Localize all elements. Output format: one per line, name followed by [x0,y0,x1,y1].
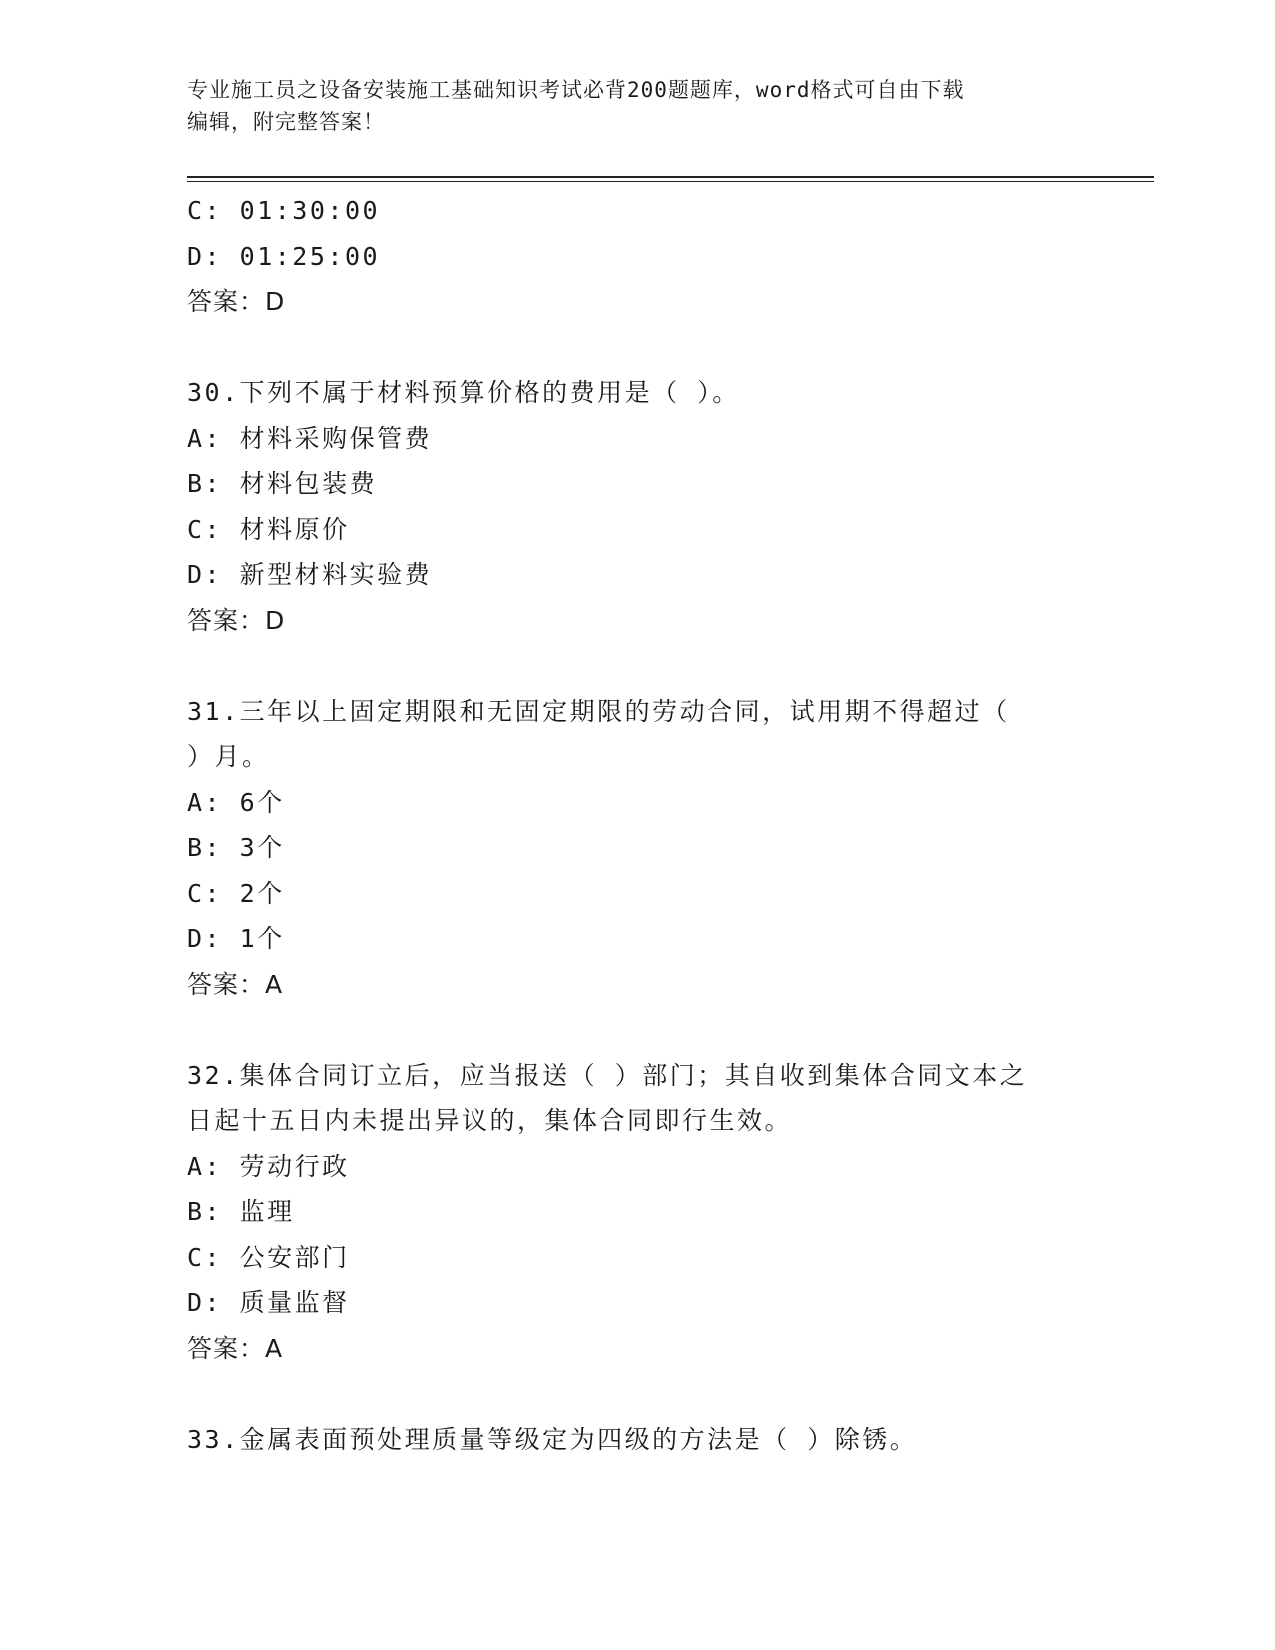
spacer [187,325,1087,371]
answer-line: 答案：A [187,969,284,999]
document-header [187,74,1087,138]
option-c: C: 01:30:00 [187,196,381,225]
spacer [187,643,1087,689]
spacer [187,1007,1087,1053]
answer-line: 答案：D [187,287,286,316]
option-b: B: 监理 [187,1197,295,1226]
header-divider-thin [187,181,1154,182]
question-32 [187,1053,1087,1372]
option-d: D: 1个 [187,924,285,953]
option-c: C: 公安部门 [187,1242,350,1272]
answer-line: 答案：A [187,1333,284,1363]
question-stem: 30.下列不属于材料预算价格的费用是（ ）。 [187,378,740,407]
question-30 [187,370,1087,643]
answer-line: 答案：D [187,605,286,635]
header-line-2: 编辑，附完整答案！ [187,110,385,134]
question-stem: 33.金属表面预处理质量等级定为四级的方法是（ ）除锈。 [187,1424,918,1454]
question-31 [187,689,1087,1008]
option-c: C: 材料原价 [187,514,350,544]
spacer [187,1371,1087,1417]
question-stem: 31.三年以上固定期限和无固定期限的劳动合同，试用期不得超过（ [187,696,1010,726]
option-c: C: 2个 [187,878,285,908]
option-a: A: 劳动行政 [187,1151,350,1181]
option-a: A: 材料采购保管费 [187,423,433,453]
option-b: B: 材料包装费 [187,469,378,498]
header-line-1: 专业施工员之设备安装施工基础知识考试必背200题题库，word格式可自由下载 [187,78,965,102]
question-stem: 32.集体合同订立后，应当报送（ ）部门；其自收到集体合同文本之 [187,1060,1028,1090]
question-33 [187,1417,1087,1463]
question-content [187,188,1087,1462]
header-divider-thick [187,176,1154,178]
option-d: D: 新型材料实验费 [187,560,433,589]
option-d: D: 01:25:00 [187,241,381,271]
option-d: D: 质量监督 [187,1288,350,1317]
question-stem-continued: ）月。 [187,742,270,771]
option-b: B: 3个 [187,833,285,862]
option-a: A: 6个 [187,787,285,817]
question-stem-continued: 日起十五日内未提出异议的，集体合同即行生效。 [187,1106,793,1135]
